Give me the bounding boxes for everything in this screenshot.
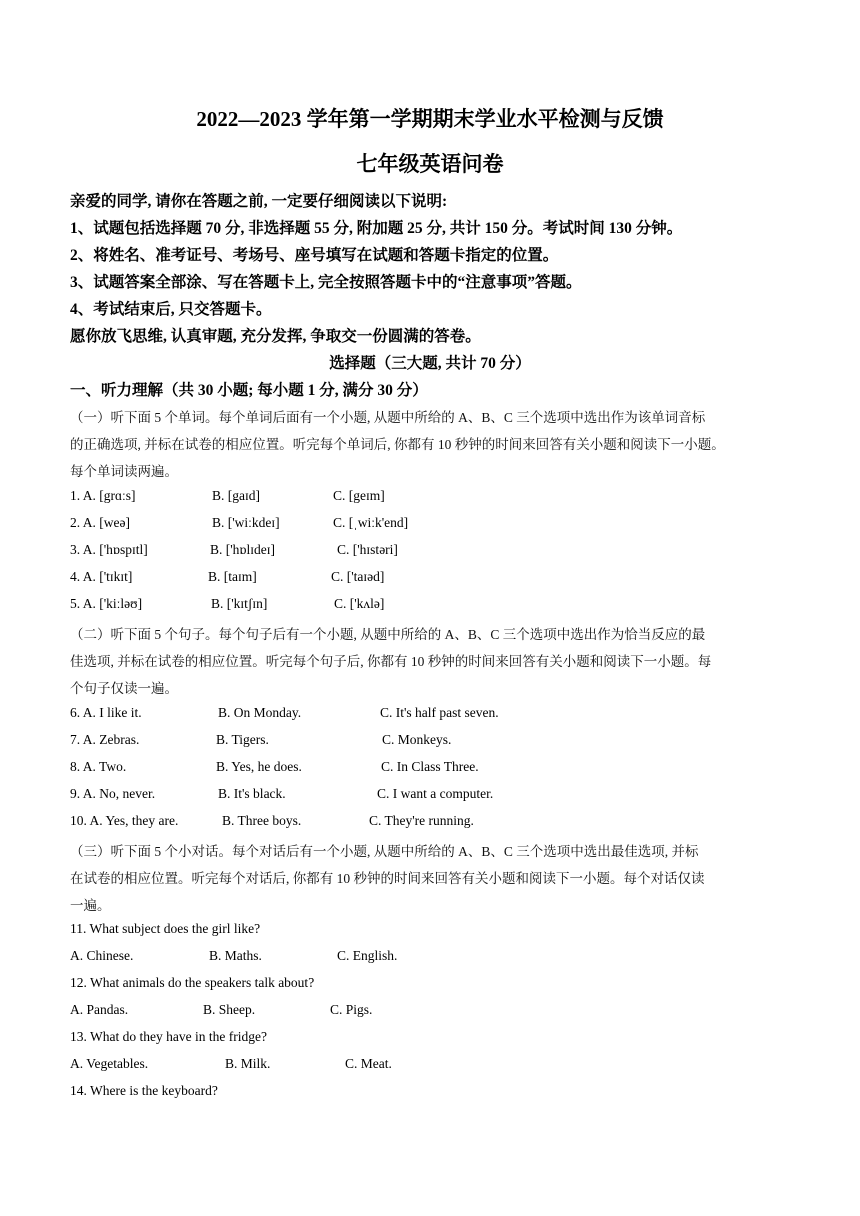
option-a: 7. A. Zebras. [70, 732, 140, 747]
option-a: 4. A. ['tɪkɪt] [70, 569, 133, 584]
sub3-instruction-line: （三）听下面 5 个小对话。每个对话后有一个小题, 从题中所给的 A、B、C 三个选项中选出最佳选项, 并标 [70, 844, 699, 859]
option-b: B. [gaɪd] [212, 488, 260, 503]
option-c: C. [geɪm] [333, 488, 385, 503]
option-c: C. Monkeys. [382, 732, 452, 747]
option-a: 6. A. I like it. [70, 705, 142, 720]
option-c: C. Pigs. [330, 1002, 373, 1017]
option-b: B. Milk. [225, 1056, 271, 1071]
option-a: 9. A. No, never. [70, 786, 156, 801]
question-stem: 13. What do they have in the fridge? [70, 1029, 267, 1044]
instructions-closing: 愿你放飞思维, 认真审题, 充分发挥, 争取交一份圆满的答卷。 [70, 328, 481, 345]
option-b: B. [taɪm] [208, 569, 257, 584]
option-c: C. English. [337, 948, 398, 963]
exam-title: 2022—2023 学年第一学期期末学业水平检测与反馈 [196, 107, 664, 131]
option-b: B. ['kɪtʃɪn] [211, 596, 268, 611]
option-c: C. ['kʌlə] [334, 596, 385, 611]
option-c: C. It's half past seven. [380, 705, 499, 720]
instruction-item-4: 4、考试结束后, 只交答题卡。 [70, 301, 272, 318]
question-stem: 12. What animals do the speakers talk about? [70, 975, 315, 990]
instruction-item-1: 1、试题包括选择题 70 分, 非选择题 55 分, 附加题 25 分, 共计 150 分。考试时间 130 分钟。 [70, 220, 683, 237]
option-b: B. Maths. [209, 948, 262, 963]
sub2-instruction-line: （二）听下面 5 个句子。每个句子后有一个小题, 从题中所给的 A、B、C 三个选项中选出作为恰当反应的最 [70, 627, 706, 642]
instructions-intro: 亲爱的同学, 请你在答题之前, 一定要仔细阅读以下说明: [70, 193, 448, 210]
sub3-instruction-line: 一遍。 [70, 898, 111, 913]
option-b: B. On Monday. [218, 705, 302, 720]
option-b: B. Three boys. [222, 813, 302, 828]
option-a: 5. A. ['kiːləʊ] [70, 596, 143, 611]
option-c: C. ['taɪəd] [331, 569, 385, 584]
sub2-instruction-line: 个句子仅读一遍。 [70, 681, 178, 696]
option-c: C. I want a computer. [377, 786, 494, 801]
question-stem: 14. Where is the keyboard? [70, 1083, 218, 1098]
option-a: 10. A. Yes, they are. [70, 813, 179, 828]
option-a: A. Pandas. [70, 1002, 129, 1017]
sub1-instruction-line: 每个单词读两遍。 [70, 464, 178, 479]
option-c: C. [ˌwiːk'end] [333, 515, 409, 530]
option-b: B. ['hɒlɪdeɪ] [210, 542, 275, 557]
option-c: C. They're running. [369, 813, 474, 828]
exam-subtitle: 七年级英语问卷 [356, 152, 504, 176]
option-b: B. Yes, he does. [216, 759, 302, 774]
option-c: C. ['hɪstəri] [337, 542, 398, 557]
section-title: 一、听力理解（共 30 小题; 每小题 1 分, 满分 30 分） [70, 382, 428, 399]
question-stem: 11. What subject does the girl like? [70, 921, 261, 936]
sub1-instruction-line: （一）听下面 5 个单词。每个单词后面有一个小题, 从题中所给的 A、B、C 三个选项中选出作为该单词音标 [70, 410, 706, 425]
option-a: A. Chinese. [70, 948, 134, 963]
sub2-instruction-line: 佳选项, 并标在试卷的相应位置。听完每个句子后, 你都有 10 秒钟的时间来回答有关小题和阅读下一小题。每 [70, 654, 712, 669]
option-b: B. It's black. [218, 786, 286, 801]
option-a: 3. A. ['hɒspɪtl] [70, 542, 148, 557]
option-a: 8. A. Two. [70, 759, 127, 774]
sub3-instruction-line: 在试卷的相应位置。听完每个对话后, 你都有 10 秒钟的时间来回答有关小题和阅读下一小题。每个对话仅读 [70, 871, 705, 886]
instruction-item-3: 3、试题答案全部涂、写在答题卡上, 完全按照答题卡中的“注意事项”答题。 [70, 274, 582, 291]
option-c: C. Meat. [345, 1056, 392, 1071]
option-a: A. Vegetables. [70, 1056, 149, 1071]
option-c: C. In Class Three. [381, 759, 479, 774]
instruction-item-2: 2、将姓名、准考证号、考场号、座号填写在试题和答题卡指定的位置。 [70, 247, 559, 264]
option-a: 2. A. [weə] [70, 515, 130, 530]
sub1-instruction-line: 的正确选项, 并标在试卷的相应位置。听完每个单词后, 你都有 10 秒钟的时间来回答有关小题和阅读下一小题。 [70, 437, 725, 452]
option-b: B. Tigers. [216, 732, 269, 747]
option-b: B. Sheep. [203, 1002, 256, 1017]
part-title: 选择题（三大题, 共计 70 分） [329, 355, 531, 372]
option-a: 1. A. [grɑːs] [70, 488, 136, 503]
option-b: B. ['wiːkdeɪ] [212, 515, 280, 530]
